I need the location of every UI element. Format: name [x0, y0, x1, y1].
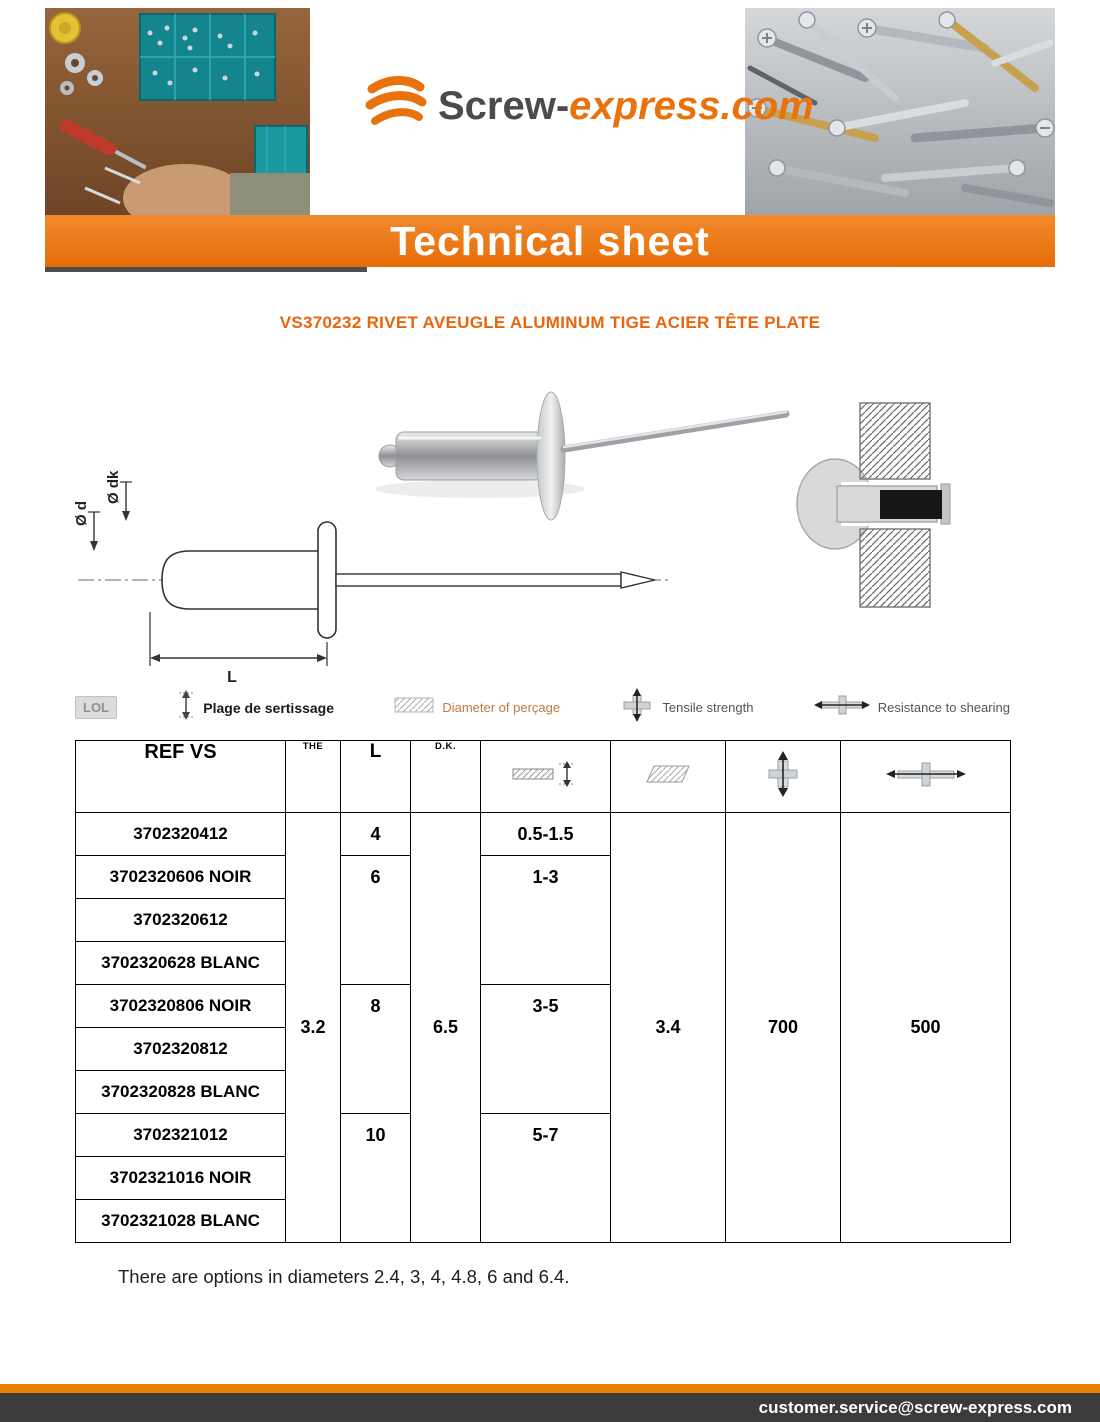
ref-cell: 3702321028 BLANC — [76, 1200, 286, 1243]
brand-name-dark: Screw- — [438, 84, 570, 128]
l-cell: 10 — [341, 1114, 411, 1243]
table-header-row — [76, 741, 1011, 813]
brand-name-accent: express.com — [569, 84, 814, 128]
legend-crimp — [177, 689, 334, 726]
col-shear-header — [841, 741, 1011, 813]
options-note: There are options in diameters 2.4, 3, 4, 4.8, 6 and 6.4. — [118, 1266, 570, 1287]
drill-diameter-label: Diameter of perçage — [442, 700, 561, 715]
tensile-cell: 700 — [726, 813, 841, 1243]
crimp-cell: 5-7 — [481, 1114, 611, 1243]
col-the-header: THE — [286, 741, 341, 813]
shear-cell: 500 — [841, 813, 1011, 1243]
banner-title: Technical sheet — [45, 215, 1055, 267]
l-cell: 4 — [341, 813, 411, 856]
drill-cell: 3.4 — [611, 813, 726, 1243]
col-l-header: L — [341, 741, 411, 813]
ref-cell: 3702320606 NOIR — [76, 856, 286, 899]
ref-cell: 3702320612 — [76, 899, 286, 942]
shear-resistance-label: Resistance to shearing — [877, 700, 1010, 715]
brand-name — [438, 86, 814, 126]
spec-table — [75, 740, 1011, 1243]
ref-cell: 3702320828 BLANC — [76, 1071, 286, 1114]
drill-diameter-icon — [394, 697, 434, 718]
dim-label-dk: Ø dk — [105, 470, 122, 504]
shear-resistance-icon — [886, 759, 966, 789]
rivet-technical-drawing — [70, 420, 680, 695]
l-cell: 8 — [341, 985, 411, 1114]
crimp-cell: 3-5 — [481, 985, 611, 1114]
tensile-strength-icon — [620, 688, 654, 727]
tensile-strength-label: Tensile strength — [662, 700, 754, 715]
banner-shadow — [45, 267, 367, 272]
l-cell: 6 — [341, 856, 411, 985]
ref-cell: 3702320806 NOIR — [76, 985, 286, 1028]
crimp-range-icon — [511, 760, 581, 788]
installed-rivet-diagram — [795, 398, 970, 623]
dk-cell: 6.5 — [411, 813, 481, 1243]
ref-cell: 3702321012 — [76, 1114, 286, 1157]
col-tensile-header — [726, 741, 841, 813]
crimp-range-icon — [177, 689, 195, 726]
ref-cell: 3702321016 NOIR — [76, 1157, 286, 1200]
lol-badge: LOL — [75, 696, 117, 719]
legend-row — [75, 688, 1010, 727]
col-dk-header: D.K. — [411, 741, 481, 813]
dim-label-l: L — [227, 669, 237, 686]
footer-accent-bar — [0, 1384, 1100, 1393]
ref-cell: 3702320812 — [76, 1028, 286, 1071]
workbench-photo — [45, 8, 310, 215]
legend-tensile — [620, 688, 753, 727]
legend-shear — [814, 694, 1010, 721]
col-drill-header — [611, 741, 726, 813]
page-title: VS370232 RIVET AVEUGLE ALUMINUM TIGE ACIER TÊTE PLATE — [279, 313, 821, 332]
col-crimp-header — [481, 741, 611, 813]
footer-bar — [0, 1393, 1100, 1422]
the-cell: 3.2 — [286, 813, 341, 1243]
dim-label-d: Ø d — [73, 501, 90, 526]
brand-logo — [362, 70, 814, 142]
crimp-range-label: Plage de sertissage — [203, 699, 335, 716]
footer-email: customer.service@screw-express.com — [758, 1398, 1072, 1417]
table-row — [76, 813, 1011, 856]
shear-resistance-icon — [814, 694, 870, 721]
ref-cell: 3702320628 BLANC — [76, 942, 286, 985]
spec-table-wrap — [75, 740, 1011, 1243]
ref-cell: 3702320412 — [76, 813, 286, 856]
legend-badge-group — [75, 696, 117, 719]
tensile-strength-icon — [763, 749, 803, 799]
brand-swoosh-icon — [362, 75, 428, 138]
drill-diameter-icon — [645, 764, 691, 784]
col-ref-header: REF VS — [76, 741, 286, 813]
crimp-cell: 0.5-1.5 — [481, 813, 611, 856]
legend-drill — [394, 697, 560, 718]
crimp-cell: 1-3 — [481, 856, 611, 985]
